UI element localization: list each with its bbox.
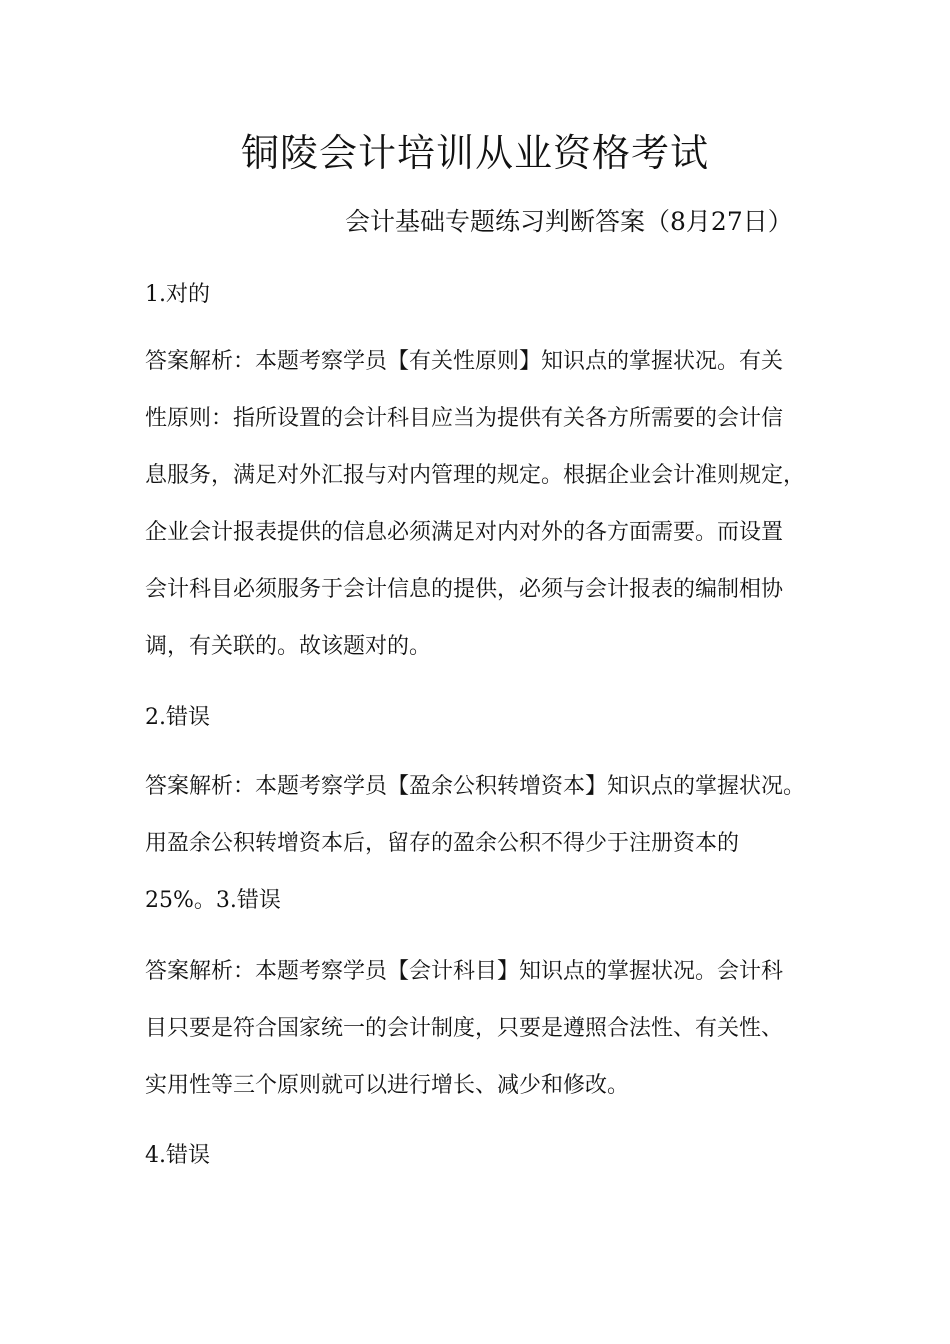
answer-1-explanation: 会计科目必须服务于会计信息的提供，必须与会计报表的编制相协 [145, 577, 784, 602]
answer-1-explanation: 企业会计报表提供的信息必须满足对内对外的各方面需要。而设置 [145, 520, 784, 545]
answer-1-explanation: 调，有关联的。故该题对的。 [145, 634, 432, 659]
document-subtitle: 会计基础专题练习判断答案（8月27日） [345, 207, 793, 236]
answer-2-heading: 2.错误 [145, 705, 210, 730]
answer-1-heading: 1.对的 [145, 282, 210, 307]
answer-1-explanation: 答案解析：本题考察学员【有关性原则】知识点的掌握状况。有关 [145, 349, 784, 374]
answer-3-explanation: 答案解析：本题考察学员【会计科目】知识点的掌握状况。会计科 [145, 959, 784, 984]
answer-3-explanation: 实用性等三个原则就可以进行增长、减少和修改。 [145, 1073, 630, 1098]
answer-2-explanation: 用盈余公积转增资本后，留存的盈余公积不得少于注册资本的 [145, 831, 740, 856]
answer-1-explanation: 息服务，满足对外汇报与对内管理的规定。根据企业会计准则规定， [145, 463, 806, 488]
answer-3-explanation: 目只要是符合国家统一的会计制度，只要是遵照合法性、有关性、 [145, 1016, 784, 1041]
answer-1-explanation: 性原则：指所设置的会计科目应当为提供有关各方所需要的会计信 [145, 406, 784, 431]
answer-2-explanation: 答案解析：本题考察学员【盈余公积转增资本】知识点的掌握状况。 [145, 774, 806, 799]
answer-4-heading: 4.错误 [145, 1143, 210, 1168]
answer-2-explanation: 25%。3.错误 [145, 888, 281, 913]
document-title: 铜陵会计培训从业资格考试 [240, 131, 709, 175]
